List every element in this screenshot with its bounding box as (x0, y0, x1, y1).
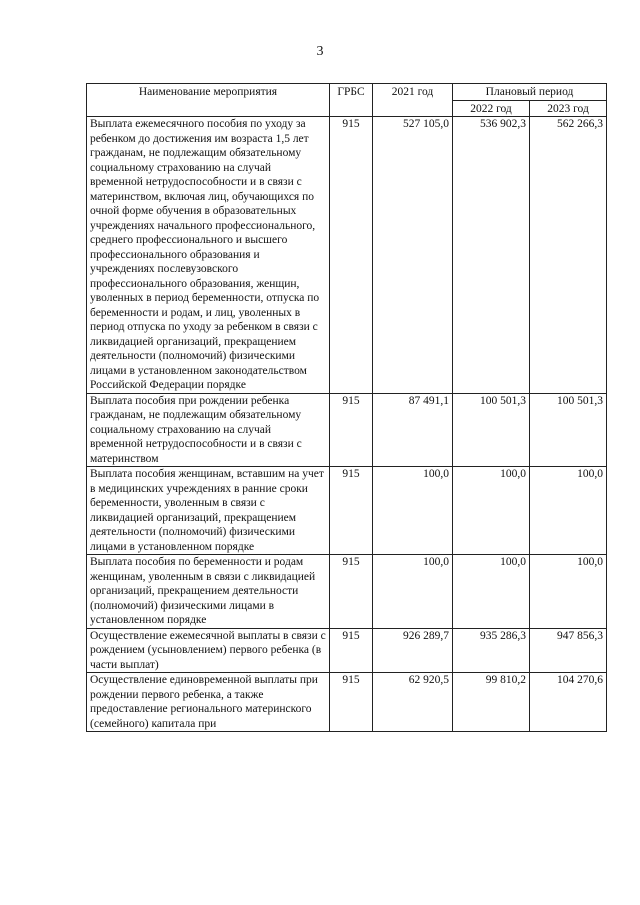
cell-grbs: 915 (330, 393, 373, 467)
table-row (87, 555, 607, 629)
table-row (87, 467, 607, 555)
cell-2022: 100,0 (453, 467, 530, 555)
table-body (87, 117, 607, 732)
cell-2023: 947 856,3 (530, 628, 607, 673)
cell-name: Выплата пособия при рождении ребенка гражданам, не подлежащим обязательному социальному страхованию на случай временной нетрудоспособности и в связи с материнством (87, 393, 330, 467)
table-row (87, 393, 607, 467)
cell-name: Выплата пособия по беременности и родам женщинам, уволенным в связи с ликвидацией организаций, прекращением деятельности (полномочий) физическими лицами в установленном порядке (87, 555, 330, 629)
header-2022: 2022 год (453, 100, 530, 117)
cell-2022: 99 810,2 (453, 673, 530, 732)
cell-2022: 100,0 (453, 555, 530, 629)
cell-grbs: 915 (330, 628, 373, 673)
cell-2023: 100 501,3 (530, 393, 607, 467)
header-name: Наименование мероприятия (87, 84, 330, 117)
page-number: 3 (316, 44, 324, 59)
budget-table (86, 83, 607, 732)
cell-name: Осуществление ежемесячной выплаты в связи с рождением (усыновлением) первого ребенка (в части выплат) (87, 628, 330, 673)
table-row (87, 628, 607, 673)
cell-2023: 104 270,6 (530, 673, 607, 732)
table-row (87, 117, 607, 394)
cell-2021: 926 289,7 (373, 628, 453, 673)
cell-grbs: 915 (330, 117, 373, 394)
table-header (87, 84, 607, 117)
cell-grbs: 915 (330, 555, 373, 629)
cell-name: Выплата ежемесячного пособия по уходу за ребенком до достижения им возраста 1,5 лет гражданам, не подлежащим обязательному социальному страхованию на случай временной нетрудоспособности и в связи с материнством, включая лиц, обучающихся по очной форме обучения в образовательных учреждениях начального профессионального, среднего профессионального и высшего профессионального образования и учреждениях послевузовского профессионального образования, женщин, уволенных в период беременности, отпуска по беременности и родам, и лиц, уволенных в период отпуска по уходу за ребенком в связи с ликвидацией организаций, прекращением деятельности (полномочий) физическими лицами в установленном законодательством Российской Федерации порядке (87, 117, 330, 394)
header-2021: 2021 год (373, 84, 453, 117)
cell-2022: 536 902,3 (453, 117, 530, 394)
cell-grbs: 915 (330, 673, 373, 732)
cell-2022: 935 286,3 (453, 628, 530, 673)
cell-name: Выплата пособия женщинам, вставшим на учет в медицинских учреждениях в ранние сроки беременности, уволенным в связи с ликвидацией организаций, прекращением деятельности (полномочий) физическими лицами в установленном порядке (87, 467, 330, 555)
cell-2021: 100,0 (373, 467, 453, 555)
header-planned-period: Плановый период (453, 84, 607, 101)
cell-name: Осуществление единовременной выплаты при рождении первого ребенка, а также предоставление регионального материнского (семейного) капитала при (87, 673, 330, 732)
header-2023: 2023 год (530, 100, 607, 117)
cell-2021: 62 920,5 (373, 673, 453, 732)
cell-grbs: 915 (330, 467, 373, 555)
cell-2023: 562 266,3 (530, 117, 607, 394)
cell-2021: 527 105,0 (373, 117, 453, 394)
header-grbs: ГРБС (330, 84, 373, 117)
cell-2022: 100 501,3 (453, 393, 530, 467)
table-row (87, 673, 607, 732)
cell-2023: 100,0 (530, 555, 607, 629)
cell-2021: 100,0 (373, 555, 453, 629)
cell-2023: 100,0 (530, 467, 607, 555)
cell-2021: 87 491,1 (373, 393, 453, 467)
